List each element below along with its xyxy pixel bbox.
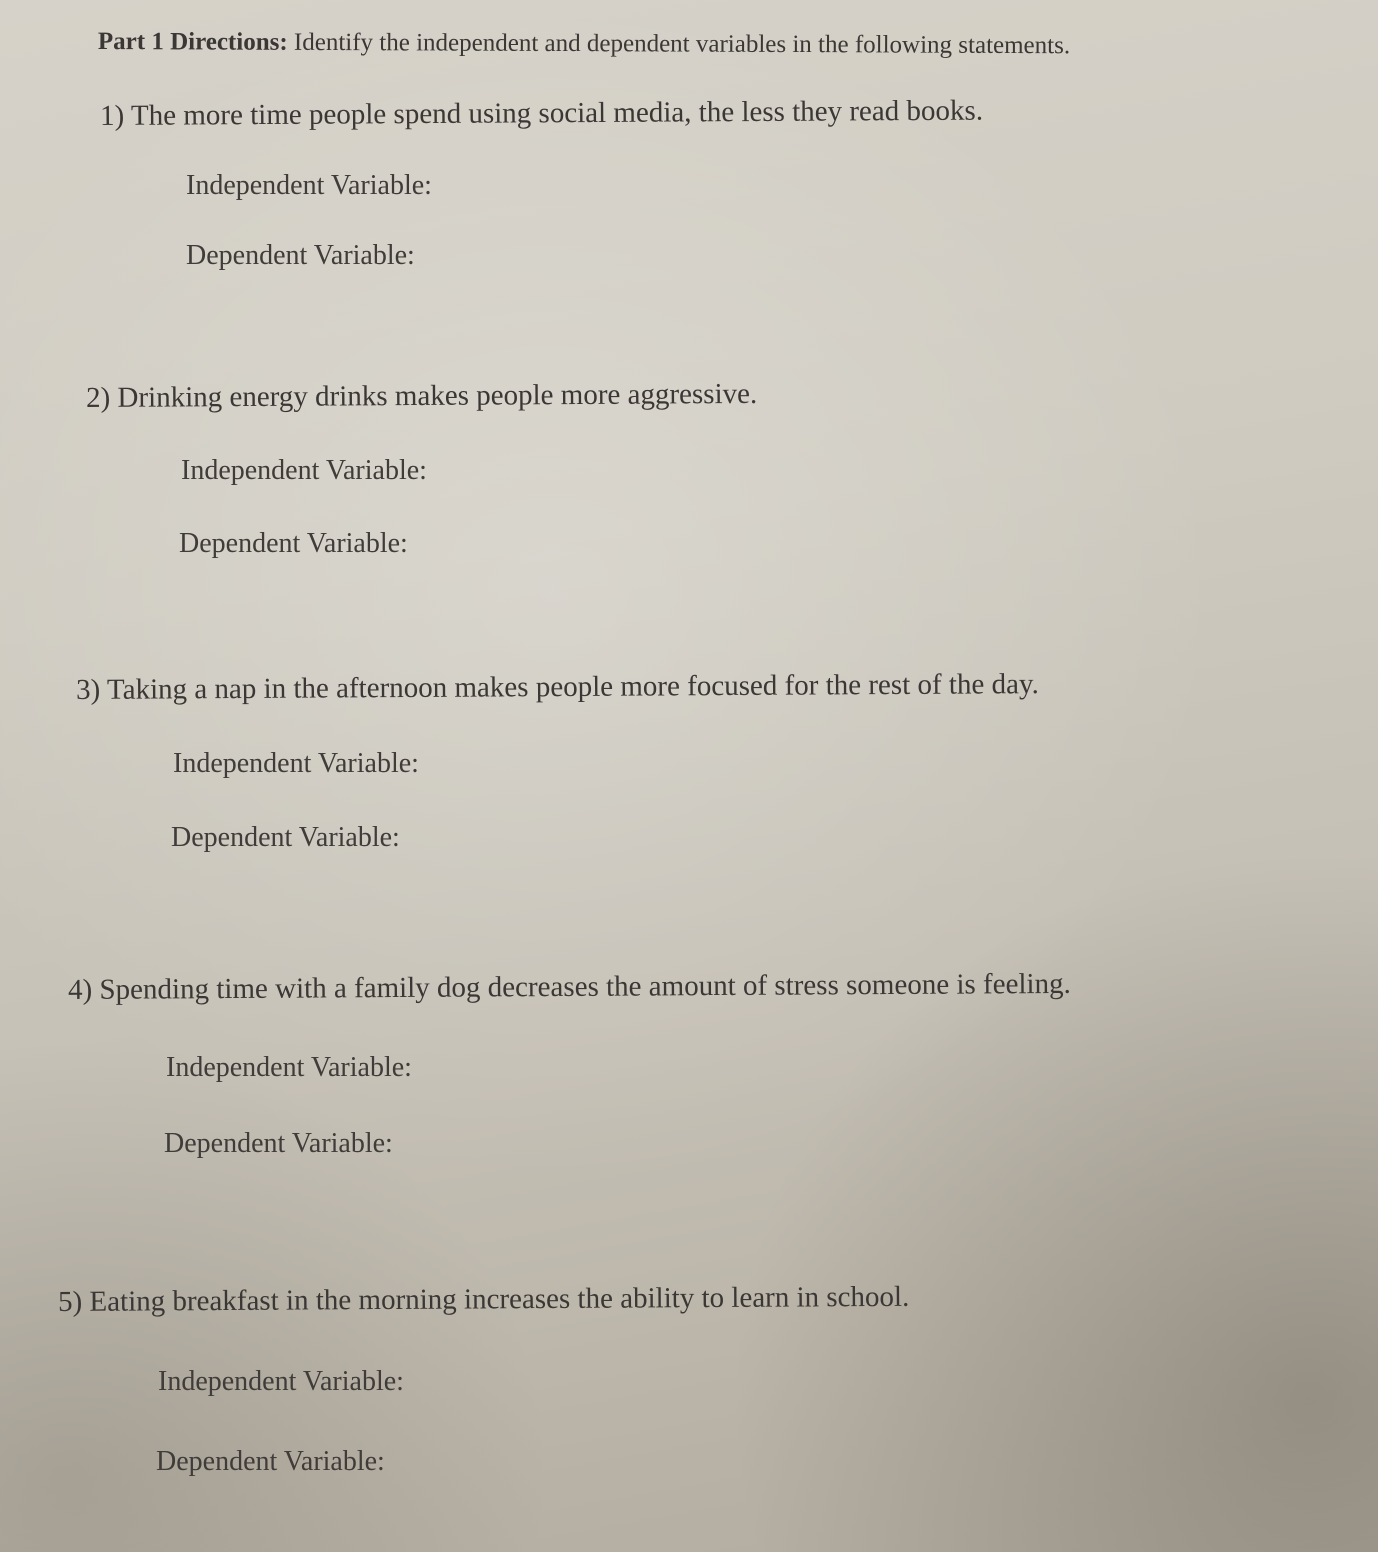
- directions-label: Part 1 Directions:: [97, 28, 288, 56]
- directions-text: Identify the independent and dependent variables in the following statements.: [293, 28, 1071, 60]
- question-4-dependent-label: Dependent Variable:: [164, 1128, 393, 1159]
- question-1-statement: 1) The more time people spend using social media, the less they read books.: [100, 94, 984, 132]
- question-2-statement: 2) Drinking energy drinks makes people more aggressive.: [86, 377, 758, 414]
- question-3-independent-label: Independent Variable:: [173, 748, 419, 779]
- question-4-independent-label: Independent Variable:: [166, 1052, 412, 1083]
- question-2-independent-label: Independent Variable:: [181, 455, 427, 486]
- question-4-statement: 4) Spending time with a family dog decreases the amount of stress someone is feeling.: [68, 967, 1071, 1006]
- question-1-dependent-label: Dependent Variable:: [186, 240, 415, 271]
- question-5-independent-label: Independent Variable:: [158, 1366, 404, 1397]
- question-5-dependent-label: Dependent Variable:: [156, 1446, 385, 1477]
- question-2-dependent-label: Dependent Variable:: [179, 528, 408, 559]
- question-1-independent-label: Independent Variable:: [186, 170, 432, 201]
- question-3-statement: 3) Taking a nap in the afternoon makes people more focused for the rest of the day.: [76, 668, 1039, 706]
- question-3-dependent-label: Dependent Variable:: [171, 822, 400, 853]
- question-5-statement: 5) Eating breakfast in the morning increases the ability to learn in school.: [58, 1280, 910, 1318]
- directions-heading: [98, 28, 1070, 60]
